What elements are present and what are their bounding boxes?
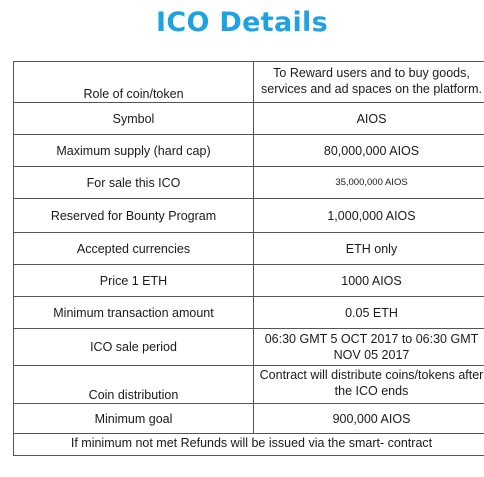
page-title: ICO Details [156,7,328,38]
row-label: ICO sale period [14,329,254,366]
table-row [14,233,484,265]
ico-details-table [13,61,484,456]
row-value-line: services and ad spaces on the platform. [261,82,482,96]
row-value-line: Contract will distribute coins/tokens after [259,368,484,382]
refund-note: If minimum not met Refunds will be issued via the smart- contract [14,434,484,456]
row-label: Reserved for Bounty Program [14,199,254,233]
row-value-line: 06:30 GMT 5 OCT 2017 to 06:30 GMT [264,332,479,346]
row-value-line: NOV 05 2017 [333,348,410,362]
row-label: Accepted currencies [14,233,254,265]
row-value-line: the ICO ends [334,384,409,398]
table-row [14,135,484,167]
row-label: Coin distribution [14,366,254,404]
table-row [14,103,484,135]
row-label: Price 1 ETH [14,265,254,297]
row-value [254,366,484,404]
table-row [14,199,484,233]
row-value-line: To Reward users and to buy goods, [273,66,470,80]
row-value: 900,000 AIOS [254,404,484,434]
row-label: Symbol [14,103,254,135]
row-label: Minimum transaction amount [14,297,254,329]
row-value: AIOS [254,103,484,135]
row-value [254,62,484,103]
table-row [14,265,484,297]
row-label: Role of coin/token [14,62,254,103]
row-value: 1000 AIOS [254,265,484,297]
row-value: 35,000,000 AIOS [254,167,484,199]
row-value: 1,000,000 AIOS [254,199,484,233]
row-value: ETH only [254,233,484,265]
row-label: Minimum goal [14,404,254,434]
table-row [14,167,484,199]
row-label: Maximum supply (hard cap) [14,135,254,167]
row-value [254,329,484,366]
table-row [14,297,484,329]
row-value: 0.05 ETH [254,297,484,329]
table-row [14,366,484,404]
row-value: 80,000,000 AIOS [254,135,484,167]
row-label: For sale this ICO [14,167,254,199]
table-row [14,329,484,366]
table-footer-row [14,434,484,456]
table-row [14,404,484,434]
table-row [14,62,484,103]
